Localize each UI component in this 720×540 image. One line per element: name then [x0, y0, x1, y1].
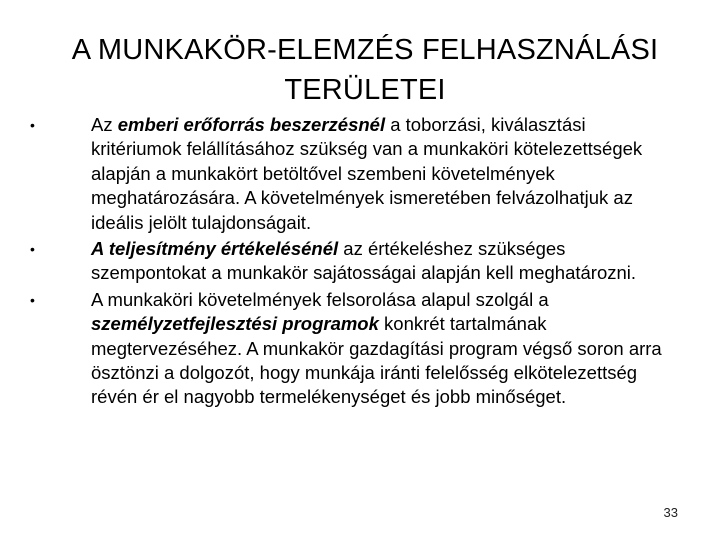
- bullet-marker: •: [30, 117, 35, 133]
- bullet-list: [30, 113, 670, 412]
- page-number: 33: [663, 505, 678, 520]
- bullet-emphasis: A teljesítmény értékelésénél: [91, 238, 339, 260]
- bullet-text-lead: A munkaköri követelmények felsorolása alapul szolgál a: [91, 288, 549, 310]
- bullet-text-rest: konkrét tartalmának megtervezéséhez. A munkakör gazdagítási program végső soron arra ösztönzi a dolgozót, hogy munkája iránti felelősség elkötelezettség révén ér el nagyobb termelékenységet és jobb minőséget.: [91, 313, 662, 408]
- bullet-text-lead: Az: [91, 114, 118, 135]
- bullet-text-rest: az értékeléshez szükséges szempontokat a munkakör sajátosságai alapján kell meghatározni.: [91, 238, 637, 284]
- bullet-emphasis: személyzetfejlesztési programok: [91, 313, 379, 335]
- bullet-item-staff-development: [30, 288, 670, 410]
- bullet-marker: •: [30, 291, 35, 308]
- slide-title: A MUNKAKÖR-ELEMZÉS FELHASZNÁLÁSI TERÜLETEI: [71, 34, 659, 106]
- bullet-text-rest: a toborzási, kiválasztási kritériumok felállításához szükség van a munkaköri kötelezettségek alapján a munkakört betöltővel szembeni követelmények meghatározására. A követelmények ismeretében felvázolhatjuk az ideális jelölt tulajdonságait.: [91, 114, 643, 233]
- bullet-marker: •: [30, 241, 35, 258]
- bullet-item-employee-recruitment: [30, 113, 670, 235]
- bullet-emphasis: emberi erőforrás beszerzésnél: [117, 114, 386, 135]
- bullet-item-performance-evaluation: [30, 237, 670, 286]
